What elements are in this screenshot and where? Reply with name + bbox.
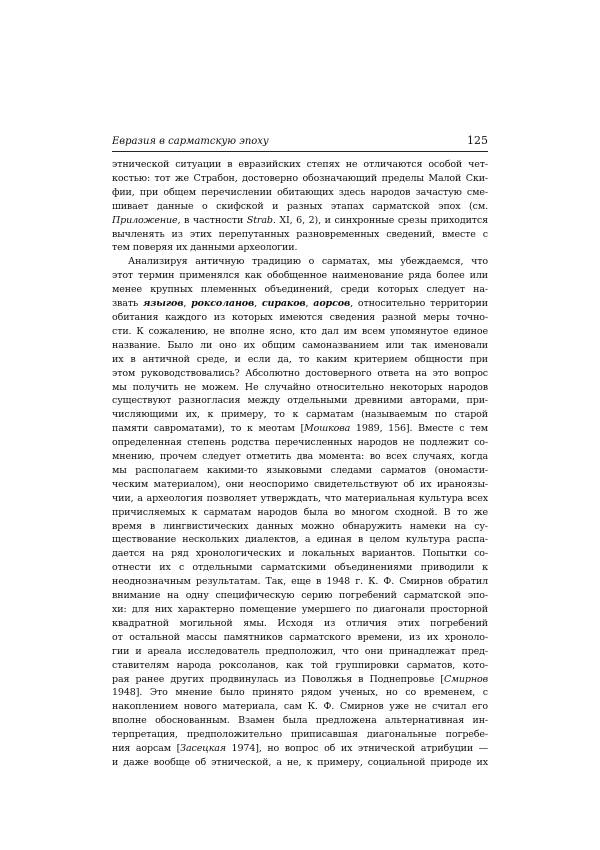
text-line: [112, 673, 488, 687]
text-line: ществование нескольких диалектов, а единая в целом культура распа-: [112, 534, 488, 546]
text-span: ,: [183, 298, 192, 310]
text-line: менее крупных племенных объединений, среди которых следует на-: [112, 284, 488, 296]
running-header: [112, 135, 488, 148]
text-line: вполне обоснованным. Взамен была предложена альтернативная ин-: [112, 715, 488, 727]
tribe-name: сираков: [261, 298, 306, 310]
text-line: определенная степень родства перечисленных народов не подлежит со-: [112, 437, 488, 449]
text-line: вычленять из этих перепутанных разновременных сведений, вместе с: [112, 228, 488, 240]
text-line: и даже вообще об этнической, а не, к примеру, социальной природе их: [112, 756, 488, 768]
text-line: тем поверяя их данными археологии.: [112, 242, 298, 254]
text-line: обитания каждого из которых имеются сведения разной меры точно-: [112, 311, 488, 323]
text-line: дается на ряд хронологических и локальных вариантов. Попытки со-: [112, 548, 488, 560]
text-line: этот термин применялся как обобщенное наименование ряда более или: [112, 270, 488, 282]
text-line: мы получить не можем. Не случайно относительно некоторых народов: [112, 381, 488, 393]
text-line: неоднозначным результатам. Так, еще в 1948 г. К. Ф. Смирнов обратил: [112, 576, 488, 588]
text-line: сти. К сожалению, не вполне ясно, кто дал им всем упомянутое единое: [112, 325, 488, 337]
text-span: XI, 6, 2), и синхронные срезы приходится: [275, 214, 488, 226]
text-line: шивает данные о скифской и разных этапах сарматской эпох (см.: [112, 200, 488, 212]
text-span: рая ранее других продвинулась из Поволжья в Поднепровье [: [112, 673, 444, 685]
text-span: 1989, 156]. Вместе с тем: [350, 423, 488, 435]
text-span: звать: [112, 298, 143, 310]
text-line: мы располагаем какими-то языковыми следами сарматов (ономасти-: [112, 464, 488, 476]
italic-term: Приложение,: [112, 214, 181, 226]
text-line: внимание на одну специфическую серию погребений сарматской эпо-: [112, 590, 488, 602]
text-line: ческим материалом), они неоспоримо свидетельствуют об их ираноязы-: [112, 478, 488, 490]
author-citation: Засецкая: [180, 743, 226, 755]
text-line: 1948]. Это мнение было принято рядом ученых, но со временем, с: [112, 687, 488, 699]
text-line: чии, а археология позволяет утверждать, что материальная культура всех: [112, 492, 488, 504]
text-span: памяти савроматами), то к меотам [: [112, 423, 305, 435]
tribe-name: роксоланов: [191, 298, 255, 310]
text-line: мнению, прочем следует отметить два момента: во всех случаях, когда: [112, 451, 488, 463]
text-line: терпретация, предположительно приписавшая диагональные погребе-: [112, 729, 488, 741]
text-line: отнести их с отдельными сарматскими объединениями приводили к: [112, 562, 488, 574]
text-line: этнической ситуации в евразийских степях не отличаются особой чет-: [112, 159, 488, 170]
text-line: ставителям народа роксоланов, как той группировки сарматов, кото-: [112, 659, 488, 671]
author-citation: Смирнов: [443, 673, 488, 685]
text-line: хи: для них характерно помещение умершего по диагонали просторной: [112, 604, 488, 615]
text-span: ния аорсам [: [112, 743, 181, 755]
text-line: гии и ареала исследователь предположил, что они принадлежат пред-: [112, 645, 488, 657]
text-line: [112, 422, 488, 436]
text-line: причисляемых к сарматам народов была во многом сходной. В то же: [112, 506, 488, 518]
page-number: 125: [467, 134, 488, 147]
text-span: , относительно территории: [350, 298, 488, 310]
text-span: 1974], но вопрос об их этнической атрибуции —: [225, 743, 488, 755]
text-line: фии, при общем перечислении обитающих здесь народов зачастую сме-: [112, 186, 488, 198]
tribe-name: аорсов: [313, 298, 351, 310]
text-line: их в античной среде, и если да, то каким критерием общности при: [112, 353, 488, 365]
text-line: [112, 214, 488, 228]
text-line: костью: тот же Страбон, достоверно обозначающий пределы Малой Ски-: [112, 172, 488, 184]
text-line: [112, 297, 488, 311]
text-line: этом руководствовались? Абсолютно достоверного ответа на это вопрос: [112, 367, 488, 379]
text-line: существуют разногласия между отдельными древними авторами, при-: [112, 395, 488, 407]
tribe-name: языгов: [142, 298, 184, 310]
text-line: накоплением нового материала, сам К. Ф. Смирнов уже не считал его: [112, 701, 488, 713]
text-line: [112, 742, 488, 756]
text-line: название. Было ли оно их общим самоназванием или так именовали: [112, 339, 488, 351]
text-line: квадратной могильной ямы. Исходя из отличия этих погребений: [112, 617, 488, 629]
italic-term: Strab.: [246, 214, 276, 226]
text-line: числяющими их, к примеру, то к сарматам (называемым по старой: [112, 409, 488, 421]
text-line: от остальной массы памятников сарматского времени, из их хроноло-: [112, 631, 488, 643]
text-span: ,: [305, 298, 314, 310]
text-span: в частности: [180, 214, 247, 226]
text-line: Анализируя античную традицию о сарматах, мы убеждаемся, что: [128, 256, 488, 268]
text-span: ,: [254, 298, 262, 310]
running-title: Евразия в сарматскую эпоху: [112, 136, 269, 147]
author-citation: Мошкова: [304, 423, 351, 435]
header-rule: [112, 151, 488, 152]
body-text: [112, 158, 488, 770]
text-line: время в лингвистических данных можно обнаружить намеки на су-: [112, 520, 488, 532]
